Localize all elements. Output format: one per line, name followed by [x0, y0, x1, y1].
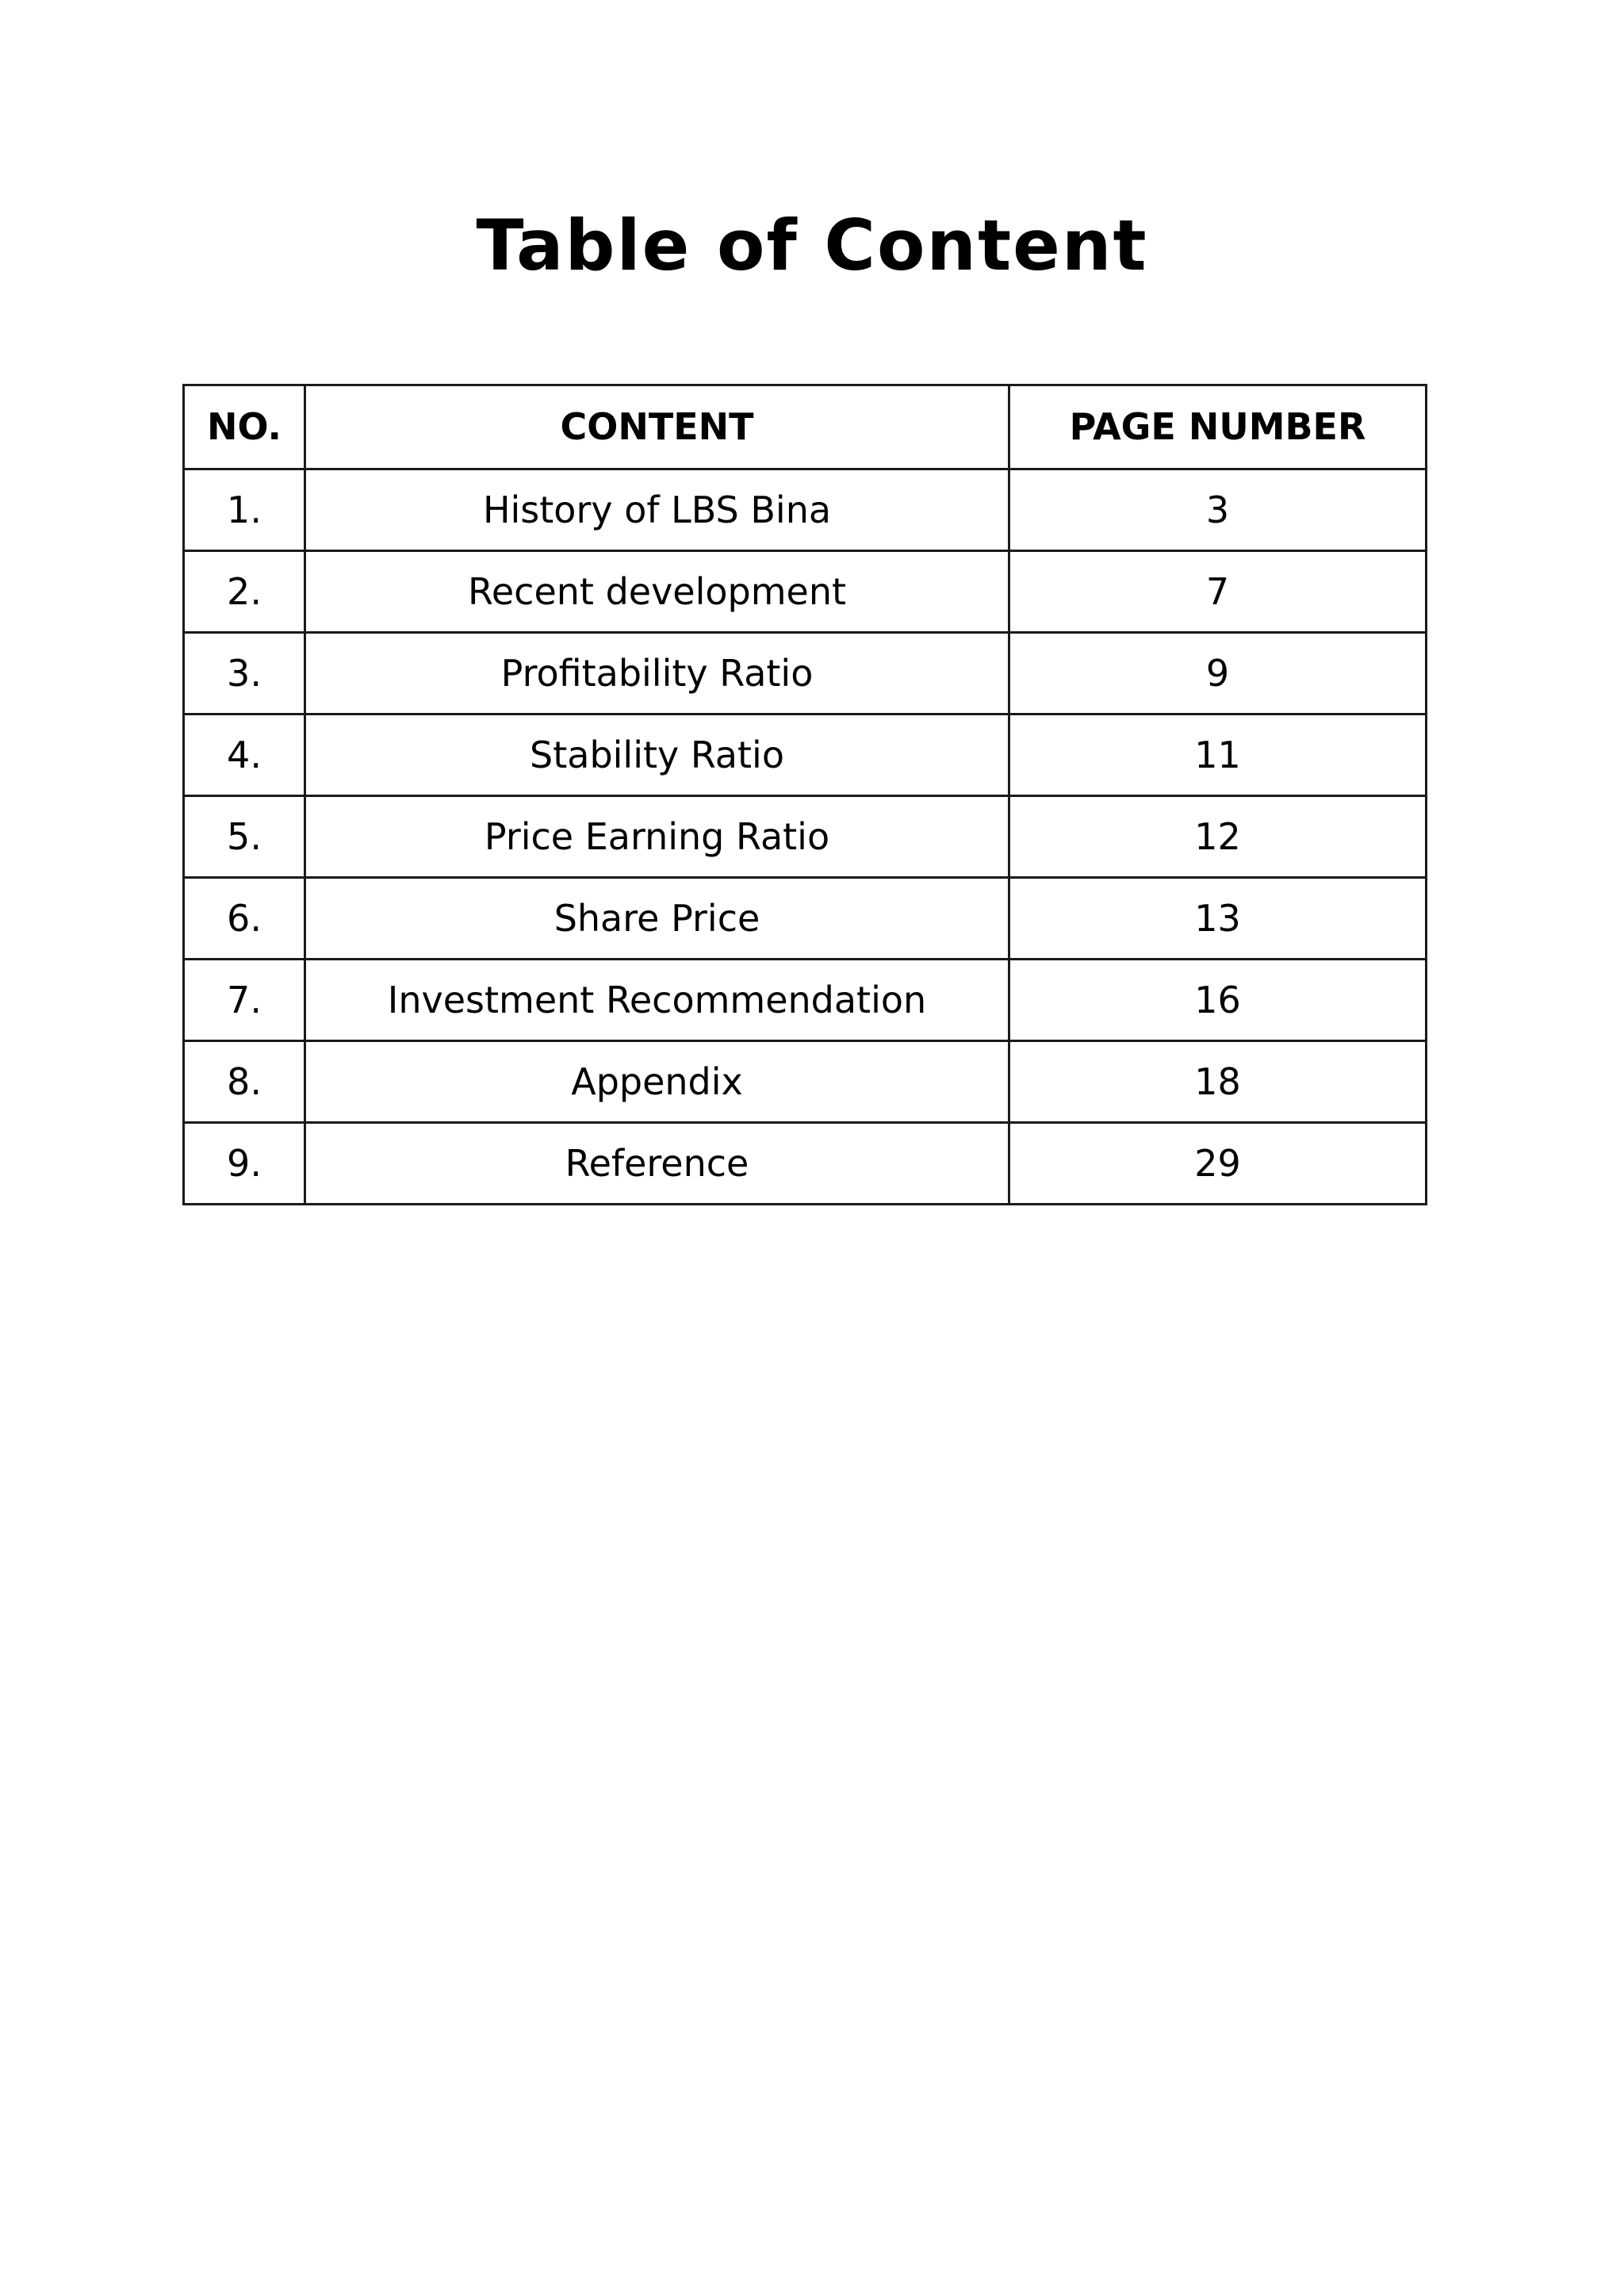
- header-page-number: PAGE NUMBER: [1009, 385, 1427, 469]
- row-page-number: 12: [1009, 796, 1427, 878]
- table-row: [184, 551, 1427, 633]
- row-page-number: 11: [1009, 715, 1427, 796]
- table-row: [184, 1041, 1427, 1123]
- row-content: Recent development: [305, 551, 1009, 633]
- row-page-number: 7: [1009, 551, 1427, 633]
- header-content: CONTENT: [305, 385, 1009, 469]
- row-no: 4.: [184, 715, 305, 796]
- row-content: Reference: [305, 1123, 1009, 1205]
- row-content: Investment Recommendation: [305, 960, 1009, 1041]
- row-content: Stability Ratio: [305, 715, 1009, 796]
- table-of-contents: [182, 384, 1427, 1205]
- row-page-number: 13: [1009, 878, 1427, 960]
- table-row: [184, 715, 1427, 796]
- row-no: 9.: [184, 1123, 305, 1205]
- row-no: 1.: [184, 469, 305, 551]
- page-title: Table of Content: [476, 205, 1148, 286]
- row-page-number: 16: [1009, 960, 1427, 1041]
- row-page-number: 9: [1009, 633, 1427, 715]
- row-content: Share Price: [305, 878, 1009, 960]
- row-no: 6.: [184, 878, 305, 960]
- row-no: 5.: [184, 796, 305, 878]
- row-no: 3.: [184, 633, 305, 715]
- table-row: [184, 796, 1427, 878]
- row-page-number: 3: [1009, 469, 1427, 551]
- table-row: [184, 1123, 1427, 1205]
- row-content: History of LBS Bina: [305, 469, 1009, 551]
- row-no: 8.: [184, 1041, 305, 1123]
- row-content: Price Earning Ratio: [305, 796, 1009, 878]
- header-no: NO.: [184, 385, 305, 469]
- row-no: 7.: [184, 960, 305, 1041]
- table-header-row: [184, 385, 1427, 469]
- row-content: Profitability Ratio: [305, 633, 1009, 715]
- table-row: [184, 960, 1427, 1041]
- table-row: [184, 878, 1427, 960]
- row-page-number: 29: [1009, 1123, 1427, 1205]
- table-row: [184, 633, 1427, 715]
- row-no: 2.: [184, 551, 305, 633]
- table-row: [184, 469, 1427, 551]
- row-content: Appendix: [305, 1041, 1009, 1123]
- row-page-number: 18: [1009, 1041, 1427, 1123]
